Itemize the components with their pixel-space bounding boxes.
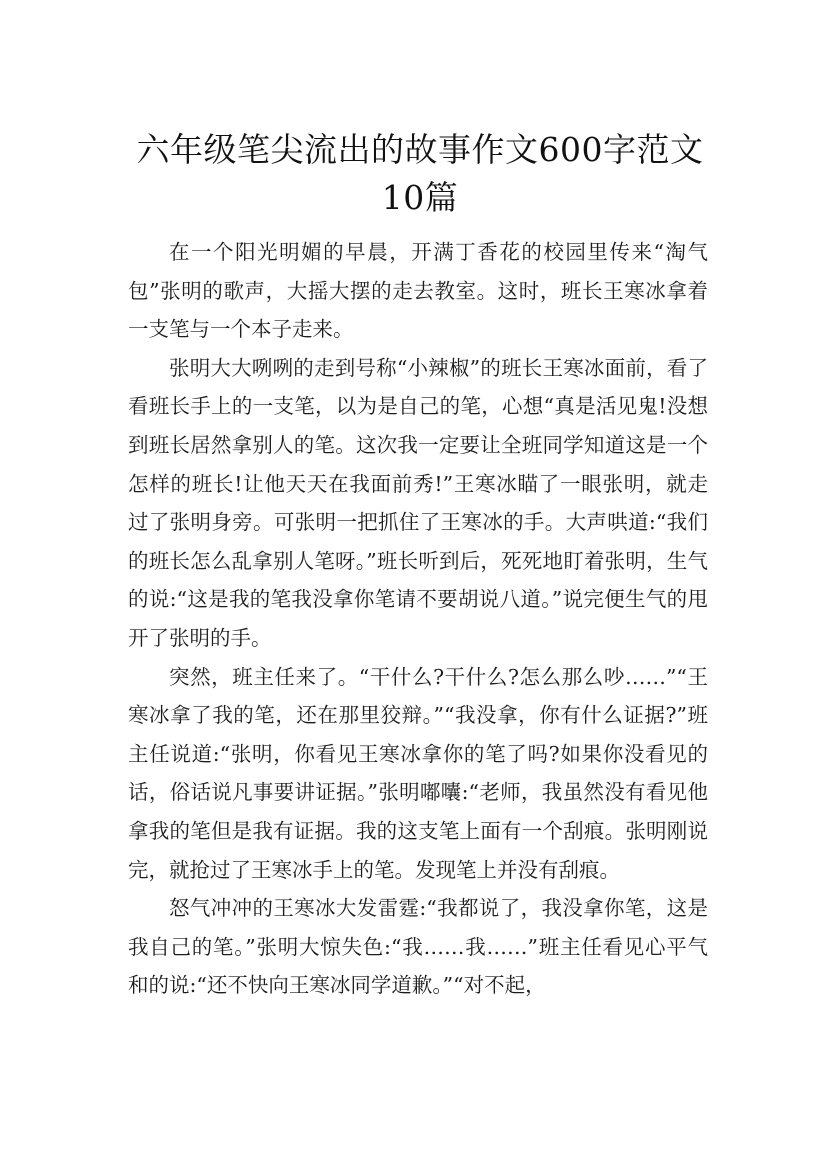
paragraph: 突然，班主任来了。“干什么?干什么?怎么那么吵……”“王寒冰拿了我的笔，还在那里狡辩。”“我没拿，你有什么证据?”班主任说道:“张明，你看见王寒冰拿你的笔了吗?如果你没看见的话，俗话说凡事要讲证据。”张明嘟囔:“老师，我虽然没有看见他拿我的笔但是我有证据。我的这支笔上面有一个刮痕。张明刚说完，就抢过了王寒冰手上的笔。发现笔上并没有刮痕。: [128, 664, 708, 882]
document-title: 六年级笔尖流出的故事作文600字范文10篇: [136, 130, 704, 218]
paragraph: 怒气冲冲的王寒冰大发雷霆:“我都说了，我没拿你笔，这是我自己的笔。”张明大惊失色:“我……我……”班主任看见心平气和的说:“还不快向王寒冰同学道歉。”“对不起，: [128, 896, 708, 998]
paragraph: 张明大大咧咧的走到号称“小辣椒”的班长王寒冰面前，看了看班长手上的一支笔，以为是自己的笔，心想“真是活见鬼!没想到班长居然拿别人的笔。这次我一定要让全班同学知道这是一个怎样的班长!让他天天在我面前秀!”王寒冰瞄了一眼张明，就走过了张明身旁。可张明一把抓住了王寒冰的手。大声哄道:“我们的班长怎么乱拿别人笔呀。”班长听到后，死死地盯着张明，生气的说:“这是我的笔我没拿你笔请不要胡说八道。”说完便生气的甩开了张明的手。: [128, 355, 708, 650]
paragraph: 在一个阳光明媚的早晨，开满丁香花的校园里传来“淘气包”张明的歌声，大摇大摆的走去教室。这时，班长王寒冰拿着一支笔与一个本子走来。: [128, 240, 708, 342]
document-body: [128, 233, 708, 1005]
